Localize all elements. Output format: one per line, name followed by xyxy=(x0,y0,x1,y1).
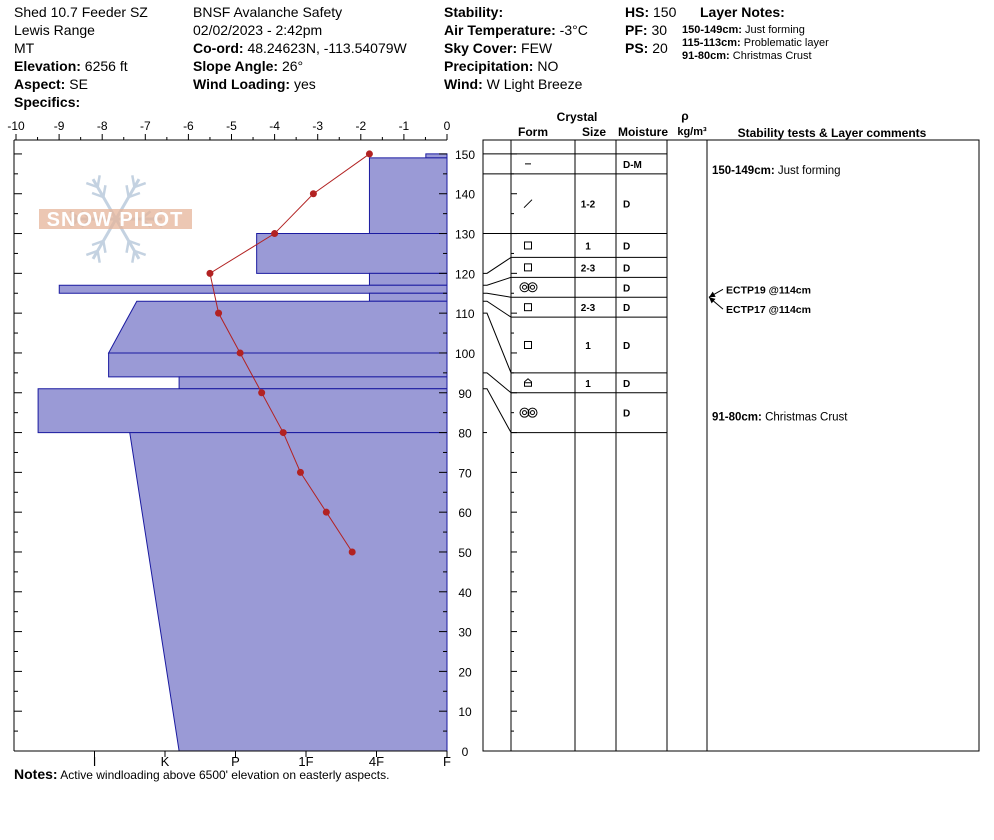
temperature-point xyxy=(310,190,317,197)
header-form: Form xyxy=(518,125,548,139)
depth-label: 60 xyxy=(458,506,472,521)
header-label: Stability: xyxy=(444,4,504,20)
temperature-point xyxy=(323,509,330,516)
layer-note-label: 115-113cm: xyxy=(682,37,741,49)
temperature-point xyxy=(349,548,356,555)
hardness-bar xyxy=(59,285,447,293)
decomposing-icon xyxy=(524,200,532,208)
header-value: 150 xyxy=(653,4,677,20)
faceted-icon xyxy=(525,264,532,271)
stability-test: ECTP19 @114cm xyxy=(726,284,811,297)
depth-label: 50 xyxy=(458,545,472,560)
layer-note-text: Just forming xyxy=(741,24,805,36)
temp-tick-label: -3 xyxy=(312,119,324,133)
temp-tick-label: 0 xyxy=(443,119,451,133)
melt-freeze-icon xyxy=(523,285,527,289)
layer-moisture: D-M xyxy=(623,159,642,171)
hardness-bar xyxy=(38,389,447,433)
header-label: PF: xyxy=(625,22,648,38)
hardness-bar xyxy=(426,154,447,158)
depth-label: 110 xyxy=(455,307,475,322)
depth-label: 140 xyxy=(454,187,476,202)
temp-tick-label: -9 xyxy=(53,119,65,133)
hardness-label: K xyxy=(160,754,170,769)
layer-size: 1 xyxy=(585,241,591,253)
layer-moisture: D xyxy=(623,340,631,352)
hardness-label: I xyxy=(92,754,97,769)
melt-freeze-icon xyxy=(523,411,527,415)
header-label: Sky Cover: xyxy=(444,40,518,56)
hardness-label: F xyxy=(443,754,451,769)
temperature-point xyxy=(258,389,265,396)
layer-size: 1 xyxy=(585,340,591,352)
faceted-icon xyxy=(525,242,532,249)
temp-tick-label: -2 xyxy=(355,119,367,133)
header-label: Wind Loading: xyxy=(193,76,291,92)
hardness-bar xyxy=(369,158,447,234)
header-value: Shed 10.7 Feeder SZ xyxy=(14,4,148,20)
temperature-point xyxy=(206,270,213,277)
header-value: -3°C xyxy=(559,22,588,38)
temperature-point xyxy=(271,230,278,237)
temperature-point xyxy=(366,150,373,157)
depth-label: 120 xyxy=(454,267,476,282)
depth-label: 20 xyxy=(458,665,472,680)
header-crystal: Crystal xyxy=(556,110,598,124)
depth-hoar-icon xyxy=(525,379,532,387)
header-label: Wind: xyxy=(444,76,483,92)
layer-note-label: 150-149cm: xyxy=(682,24,742,36)
depth-label: 90 xyxy=(458,386,472,401)
header-value: NO xyxy=(537,58,559,74)
header-label: Air Temperature: xyxy=(444,22,556,38)
header-value: 02/02/2023 - 2:42pm xyxy=(193,22,323,38)
faceted-icon xyxy=(525,341,532,348)
header-label: Slope Angle: xyxy=(193,58,279,74)
header-label: Aspect: xyxy=(14,76,66,92)
temp-tick-label: -7 xyxy=(139,119,151,133)
layer-moisture: D xyxy=(623,199,631,211)
header-size: Size xyxy=(581,125,607,139)
layer-comment-label: 91-80cm: xyxy=(712,411,762,424)
header-value: 26° xyxy=(281,58,304,74)
layer-comment-text: Christmas Crust xyxy=(761,411,848,424)
header-value: yes xyxy=(293,76,316,92)
notes-text: Active windloading above 6500' elevation on easterly aspects. xyxy=(60,768,390,782)
header-label: HS: xyxy=(625,4,650,20)
header-label: Elevation: xyxy=(14,58,81,74)
temperature-point xyxy=(297,469,304,476)
hardness-label: P xyxy=(231,754,240,769)
layer-moisture: D xyxy=(623,303,631,315)
header-label: PS: xyxy=(625,40,649,56)
layer-size: 1 xyxy=(585,378,591,390)
header-value: 6256 ft xyxy=(84,58,128,74)
hardness-bar xyxy=(109,301,447,353)
hardness-label: 1F xyxy=(298,754,314,769)
header-value: SE xyxy=(69,76,88,92)
temperature-point xyxy=(215,310,222,317)
layer-moisture: D xyxy=(623,283,631,295)
layer-comment-text: Just forming xyxy=(774,164,841,177)
header-value: BNSF Avalanche Safety xyxy=(193,4,343,20)
hardness-bar xyxy=(130,433,447,751)
temp-tick-label: -8 xyxy=(96,119,108,133)
watermark-text: SNOW PILOT xyxy=(46,209,184,231)
stability-test: ECTP17 @114cm xyxy=(726,304,811,317)
layer-moisture: D xyxy=(623,241,631,253)
layer-note-label: 91-80cm: xyxy=(682,50,730,62)
faceted-icon xyxy=(525,304,532,311)
header-label: Precipitation: xyxy=(444,58,534,74)
depth-label: 100 xyxy=(454,346,476,361)
layer-moisture: D xyxy=(623,378,631,390)
temp-tick-label: -10 xyxy=(7,119,25,133)
temp-tick-label: -5 xyxy=(226,119,237,133)
hardness-bar xyxy=(369,273,447,285)
layer-connector xyxy=(483,313,511,373)
header-value: 48.24623N, -113.54079W xyxy=(247,40,407,56)
layer-comment xyxy=(712,165,840,177)
layer-comment-label: 150-149cm: xyxy=(712,164,775,177)
layer-connector xyxy=(483,257,511,273)
temperature-point xyxy=(280,429,287,436)
layer-moisture: D xyxy=(623,263,631,275)
notes-label: Notes: xyxy=(14,766,58,782)
depth-label: 30 xyxy=(458,625,472,640)
layer-comment xyxy=(712,412,848,424)
hardness-bar xyxy=(369,293,447,301)
hardness-bar xyxy=(179,377,447,389)
layer-connector xyxy=(483,293,511,297)
layer-note-text: Problematic layer xyxy=(740,37,829,49)
header-value: W Light Breeze xyxy=(486,76,583,92)
temp-tick-label: -1 xyxy=(398,119,410,133)
layer-notes-title: Layer Notes: xyxy=(700,4,785,20)
depth-label: 130 xyxy=(454,227,476,242)
header-density: kg/m³ xyxy=(677,126,707,138)
layers-table-frame xyxy=(483,140,979,751)
hardness-label: 4F xyxy=(368,754,385,769)
melt-freeze-icon xyxy=(531,285,535,289)
header-value: FEW xyxy=(521,40,553,56)
temp-tick-label: -6 xyxy=(183,119,194,133)
layer-size: 1-2 xyxy=(580,199,596,211)
layer-moisture: D xyxy=(623,408,631,420)
layer-size: 2-3 xyxy=(580,303,596,315)
temp-tick-label: -4 xyxy=(269,119,280,133)
hardness-bar xyxy=(109,353,447,377)
header-value: Lewis Range xyxy=(14,22,95,38)
depth-label: 150 xyxy=(454,147,476,162)
header-label: Specifics: xyxy=(14,94,81,110)
depth-label: 80 xyxy=(458,426,472,441)
header-value: 20 xyxy=(652,40,668,56)
layer-note-text: Christmas Crust xyxy=(729,50,812,62)
header-value: MT xyxy=(14,40,35,56)
header-moisture: Moisture xyxy=(617,125,669,139)
temperature-point xyxy=(237,349,244,356)
depth-label: 10 xyxy=(458,705,472,720)
header-rho: ρ xyxy=(681,109,689,123)
melt-freeze-icon xyxy=(531,411,535,415)
header-stability: Stability tests & Layer comments xyxy=(737,126,927,140)
layer-connector xyxy=(483,389,511,433)
layer-size: 2-3 xyxy=(580,263,596,275)
layer-connector xyxy=(483,277,511,285)
depth-label: 40 xyxy=(458,585,472,600)
header-label: Co-ord: xyxy=(193,40,244,56)
depth-label: 70 xyxy=(458,466,472,481)
header-value: 30 xyxy=(651,22,668,38)
notes xyxy=(14,766,389,782)
hardness-bar xyxy=(257,234,447,274)
depth-label: 0 xyxy=(461,745,469,759)
